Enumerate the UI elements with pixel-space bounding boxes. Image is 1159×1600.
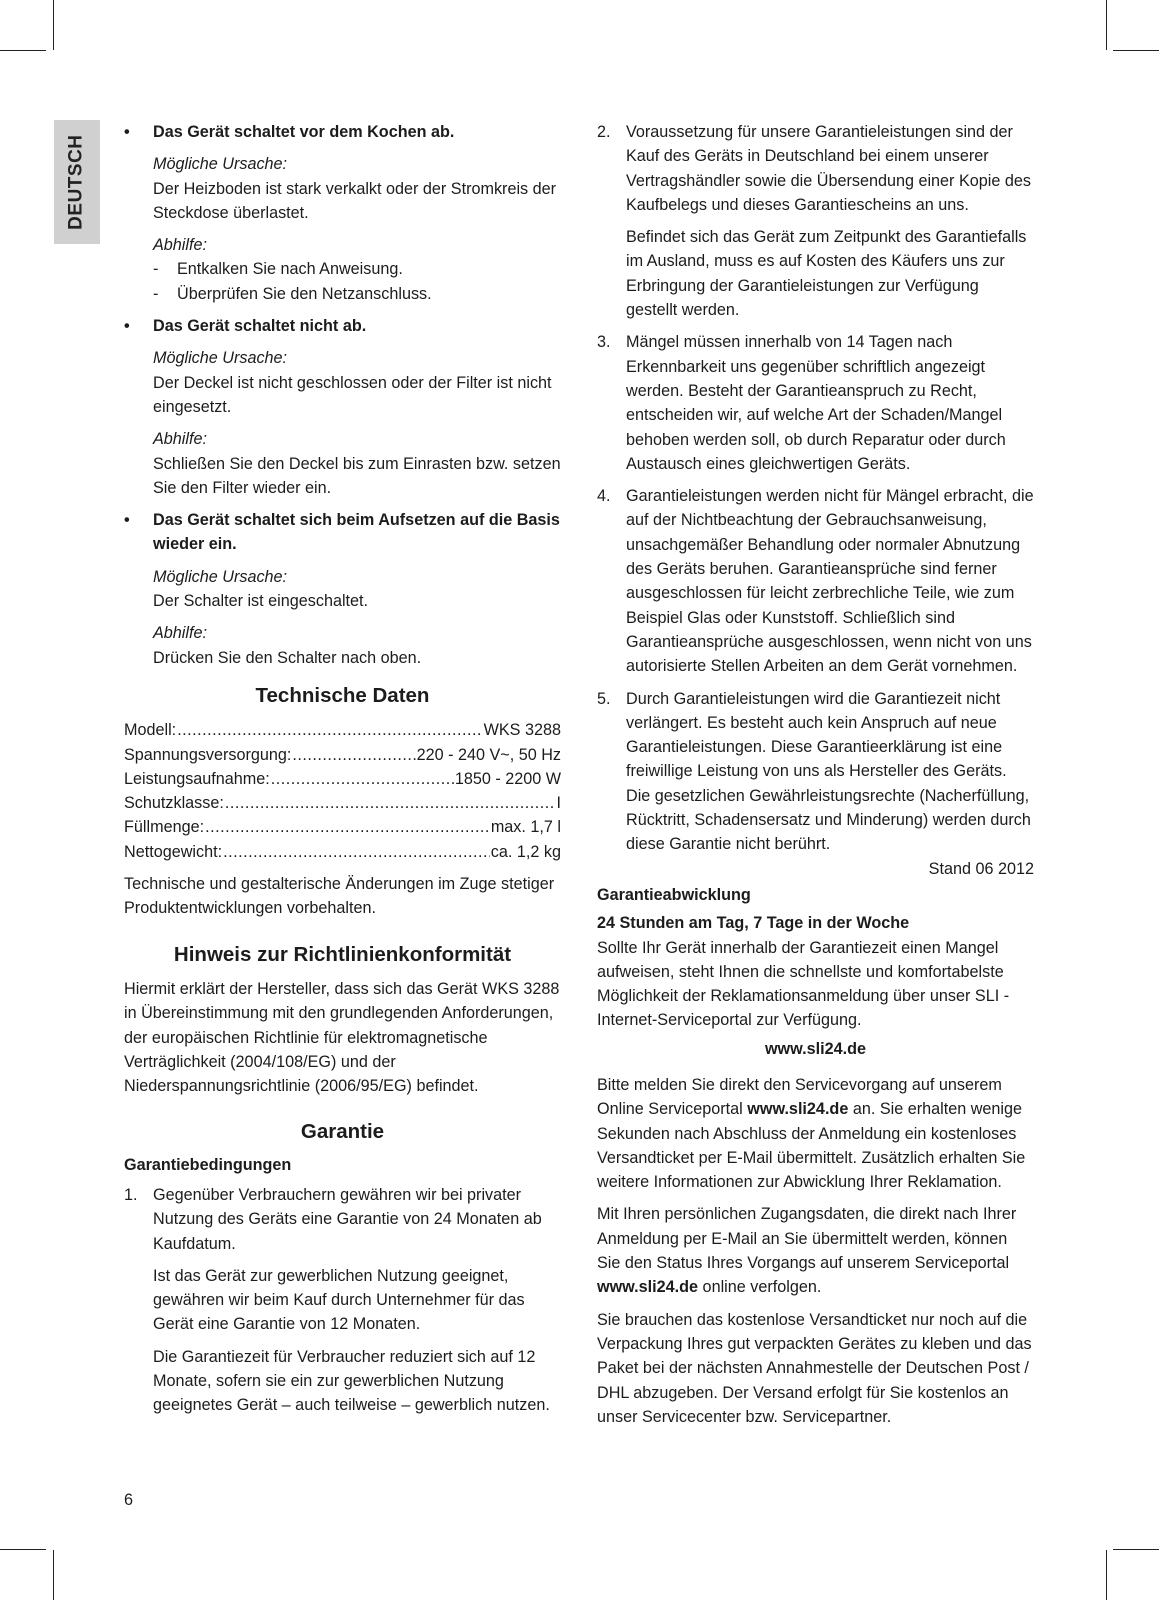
spec-label: Füllmenge: [124, 818, 205, 837]
spec-row [124, 840, 561, 864]
spec-label: Spannungsversorgung: [124, 745, 292, 764]
item-number: 4. [597, 487, 611, 506]
remedy-text: Drücken Sie den Schalter nach oben. [153, 648, 422, 667]
spec-value: 220 - 240 V~, 50 Hz [416, 745, 561, 764]
spec-row [124, 743, 561, 767]
crop-mark-top-right-v [1106, 0, 1107, 50]
process-text: Sollte Ihr Gerät innerhalb der Garantiezeit einen Mangel aufweisen, steht Ihnen die schnellste und komfortabelste Möglichkeit der Reklamationsanmeldung über unser SLI - Internet-Serviceportal zur Verfügung. [597, 938, 1010, 1030]
dot-leader [225, 791, 556, 815]
cause-text: Der Deckel ist nicht geschlossen oder der Filter ist nicht eingesetzt. [153, 373, 552, 416]
spec-row [124, 718, 561, 742]
cause-label: Mögliche Ursache: [153, 155, 288, 174]
item-paragraph: Befindet sich das Gerät zum Zeitpunkt des Garantiefalls im Ausland, muss es auf Kosten des Käufers uns zur Erbringung der Garantieleistungen zur Verfügung gestellt werden. [626, 228, 1027, 320]
service-url: www.sli24.de [764, 1039, 867, 1058]
page-number: 6 [124, 1491, 134, 1509]
warranty-process-heading: Garantieabwicklung [597, 885, 751, 904]
crop-mark-bottom-left-v [53, 1550, 54, 1600]
conformity-text: Hiermit erklärt der Hersteller, dass sich das Gerät WKS 3288 in Übereinstimmung mit den grundlegenden Anforderungen, der europäischen Richtlinie für elektromagnetische Verträglichkeit (2004/108/EG) und der Niederspannungsrichtlinie (2006/95/EG) befindet. [124, 979, 560, 1096]
right-column [597, 120, 1034, 1429]
warranty-condition-item [124, 1183, 561, 1418]
trouble-remedy [124, 427, 561, 500]
dot-leader [177, 718, 482, 742]
crop-mark-bottom-right-v [1106, 1550, 1107, 1600]
item-number: 5. [597, 689, 611, 708]
warranty-conditions-heading: Garantiebedingungen [124, 1155, 292, 1174]
spec-label: Leistungsaufnahme: [124, 769, 270, 788]
dot-leader [292, 743, 415, 767]
item-number: 2. [597, 123, 611, 141]
trouble-cause [124, 565, 561, 614]
crop-mark-bottom-right-h [1113, 1549, 1159, 1550]
spec-label: Modell: [124, 721, 177, 740]
hours-heading: 24 Stunden am Tag, 7 Tage in der Woche [597, 914, 910, 933]
tech-data-heading: Technische Daten [255, 683, 430, 707]
crop-mark-bottom-left-h [0, 1549, 46, 1550]
trouble-item-title: • Das Gerät schaltet vor dem Kochen ab. [124, 120, 561, 144]
spec-label: Nettogewicht: [124, 842, 223, 861]
stand-date: Stand 06 2012 [928, 859, 1034, 878]
language-tab-label: DEUTSCH [65, 134, 87, 230]
spec-value: 1850 - 2200 W [454, 769, 561, 788]
warranty-condition-item [597, 484, 1034, 678]
dot-leader [205, 815, 490, 839]
dash-marker: - [153, 260, 159, 279]
crop-mark-top-left-v [53, 0, 54, 50]
bullet-marker: • [124, 123, 130, 141]
register-text: Bitte melden Sie direkt den Servicevorgang auf unserem Online Serviceportal www.sli24.de an. Sie erhalten wenige Sekunden nach Abschluss der Anmeldung ein kostenloses Versandticket per E-Mail übermittelt. Zusätzlich erhalten Sie weitere Informationen zur Abwicklung Ihrer Reklamation. [597, 1075, 1026, 1192]
warranty-condition-item [597, 330, 1034, 476]
item-number: 3. [597, 333, 611, 352]
trouble-cause [124, 346, 561, 419]
dot-leader [223, 840, 490, 864]
item-paragraph: Gegenüber Verbrauchern gewähren wir bei privater Nutzung des Geräts eine Garantie von 24 Monaten ab Kaufdatum. [153, 1185, 542, 1253]
credentials-text: Mit Ihren persönlichen Zugangsdaten, die direkt nach Ihrer Anmeldung per E-Mail an Sie übermittelt werden, können Sie den Status Ihres Vorgangs auf unserem Serviceportal www.sli24.de online verfolgen. [597, 1205, 1017, 1297]
spec-row [124, 791, 561, 815]
warranty-condition-item [597, 687, 1034, 857]
dot-leader [271, 767, 454, 791]
item-paragraph: Garantieleistungen werden nicht für Mängel erbracht, die auf der Nichtbeachtung der Gebrauchsanweisung, unsachgemäßer Behandlung oder normaler Abnutzung des Geräts beruhen. Garantieansprüche sind ferner ausgeschlossen für leicht zerbrechliche Teile, wie zum Beispiel Glas oder Kunststoff. Schließlich sind Garantieansprüche ausgeschlossen, wenn nicht von uns autorisierte Stellen Arbeiten an dem Gerät vornehmen. [626, 487, 1034, 676]
item-paragraph: Voraussetzung für unsere Garantieleistungen sind der Kauf des Geräts in Deutschland bei einem unserer Vertragshändler sowie die Übersendung einer Kopie des Kaufbelegs und dieses Garantiescheins an uns. [626, 123, 1031, 214]
warranty-condition-item [597, 120, 1034, 322]
spec-value: max. 1,7 l [490, 818, 561, 837]
spec-value: WKS 3288 [483, 721, 561, 740]
language-tab [54, 120, 100, 244]
shipping-text: Sie brauchen das kostenlose Versandticket nur noch auf die Verpackung Ihres gut verpackten Gerätes zu kleben und das Paket bei der nächsten Annahmestelle der Deutschen Post / DHL abzugeben. Der Versand erfolgt für Sie kostenlos an unser Servicecenter bzw. Servicepartner. [597, 1310, 1032, 1426]
spec-row [124, 767, 561, 791]
tech-note: Technische und gestalterische Änderungen im Zuge stetiger Produktentwicklungen vorbehalten. [124, 875, 555, 918]
remedy-label: Abhilfe: [153, 236, 207, 255]
remedy-list-item: - Entkalken Sie nach Anweisung. [153, 257, 561, 281]
trouble-remedy [124, 233, 561, 306]
service-url-inline: www.sli24.de [747, 1100, 849, 1119]
trouble-item-title: • Das Gerät schaltet nicht ab. [124, 314, 561, 338]
trouble-remedy [124, 621, 561, 670]
spec-table [124, 718, 561, 864]
crop-mark-top-right-h [1113, 50, 1159, 51]
item-paragraph: Ist das Gerät zur gewerblichen Nutzung geeignet, gewähren wir beim Kauf durch Unternehmer für das Gerät eine Garantie von 12 Monaten. [153, 1266, 525, 1334]
item-paragraph: Durch Garantieleistungen wird die Garantiezeit nicht verlängert. Es besteht auch kein Anspruch auf neue Garantieleistungen. Diese Garantieerklärung ist eine freiwillige Leistung von uns als Hersteller des Geräts. Die gesetzlichen Gewährleistungsrechte (Nacherfüllung, Rücktritt, Schadensersatz und Minderung) werden durch diese Garantie nicht berührt. [626, 689, 1031, 854]
remedy-text: Schließen Sie den Deckel bis zum Einrasten bzw. setzen Sie den Filter wieder ein. [153, 454, 561, 497]
item-paragraph: Mängel müssen innerhalb von 14 Tagen nach Erkennbarkeit uns gegenüber schriftlich angezeigt werden. Besteht der Garantieanspruch zu Recht, entscheiden wir, auf welche Art der Schaden/Mangel behoben werden soll, ob durch Reparatur oder durch Austausch eines gleichwertigen Geräts. [626, 333, 1006, 473]
spec-row [124, 815, 561, 839]
cause-text: Der Schalter ist eingeschaltet. [153, 592, 369, 611]
spec-label: Schutzklasse: [124, 794, 224, 813]
cause-text: Der Heizboden ist stark verkalkt oder der Stromkreis der Steckdose überlastet. [153, 179, 557, 222]
trouble-cause [124, 152, 561, 225]
trouble-item-title: • Das Gerät schaltet sich beim Aufsetzen auf die Basis wieder ein. [124, 508, 561, 557]
bullet-marker: • [124, 511, 130, 530]
remedy-label: Abhilfe: [153, 430, 207, 449]
bullet-marker: • [124, 317, 130, 336]
item-paragraph: Die Garantiezeit für Verbraucher reduziert sich auf 12 Monate, sofern sie ein zur gewerblichen Nutzung geeignetes Gerät – auch teilweise – gewerblich nutzen. [153, 1347, 550, 1415]
remedy-list-item: - Überprüfen Sie den Netzanschluss. [153, 282, 561, 306]
cause-label: Mögliche Ursache: [153, 567, 288, 586]
spec-value: ca. 1,2 kg [490, 842, 561, 861]
warranty-heading: Garantie [300, 1120, 385, 1144]
remedy-label: Abhilfe: [153, 624, 207, 643]
conformity-heading: Hinweis zur Richtlinienkonformität [173, 942, 512, 966]
left-column [124, 120, 561, 1426]
service-url-inline: www.sli24.de [597, 1278, 699, 1297]
crop-mark-top-left-h [0, 50, 46, 51]
cause-label: Mögliche Ursache: [153, 349, 288, 368]
item-number: 1. [124, 1185, 138, 1204]
dash-marker: - [153, 284, 159, 303]
spec-value: I [556, 794, 561, 813]
